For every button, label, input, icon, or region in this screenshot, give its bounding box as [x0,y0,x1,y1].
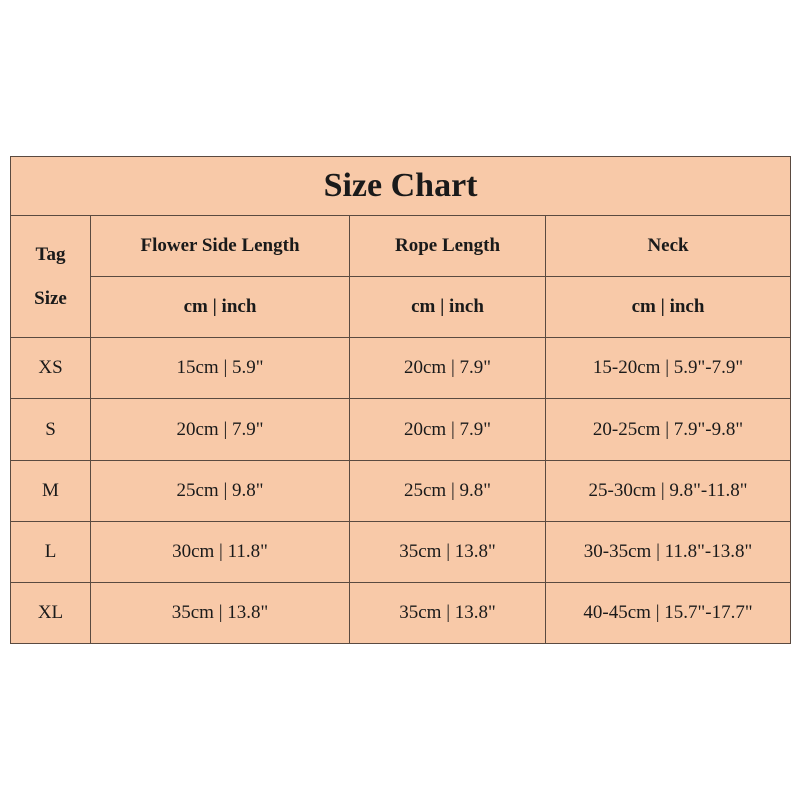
table-row [11,521,791,582]
neck-cell: 40-45cm | 15.7"-17.7" [546,582,791,643]
rope-cell: 35cm | 13.8" [350,521,546,582]
column-header-rope: Rope Length [350,216,546,277]
column-header-flower: Flower Side Length [91,216,350,277]
unit-rope: cm | inch [350,277,546,338]
tag-header-line1: Tag [35,243,66,265]
unit-neck: cm | inch [546,277,791,338]
column-header-neck: Neck [546,216,791,277]
flower-cell: 25cm | 9.8" [91,460,350,521]
size-cell: XS [11,338,91,399]
rope-cell: 20cm | 7.9" [350,338,546,399]
neck-cell: 20-25cm | 7.9"-9.8" [546,399,791,460]
neck-cell: 25-30cm | 9.8"-11.8" [546,460,791,521]
tag-size-header [11,216,91,338]
neck-cell: 30-35cm | 11.8"-13.8" [546,521,791,582]
table-row [11,399,791,460]
flower-cell: 20cm | 7.9" [91,399,350,460]
size-cell: L [11,521,91,582]
unit-row [11,277,791,338]
rope-cell: 20cm | 7.9" [350,399,546,460]
size-cell: M [11,460,91,521]
table-row [11,338,791,399]
tag-header-line2: Size [34,287,67,309]
unit-flower: cm | inch [91,277,350,338]
flower-cell: 15cm | 5.9" [91,338,350,399]
size-cell: S [11,399,91,460]
header-row [11,216,791,277]
flower-cell: 35cm | 13.8" [91,582,350,643]
size-chart-table [10,156,791,644]
rope-cell: 35cm | 13.8" [350,582,546,643]
flower-cell: 30cm | 11.8" [91,521,350,582]
neck-cell: 15-20cm | 5.9"-7.9" [546,338,791,399]
chart-title: Size Chart [11,157,791,216]
title-row [11,157,791,216]
rope-cell: 25cm | 9.8" [350,460,546,521]
table-row [11,582,791,643]
table-row [11,460,791,521]
size-cell: XL [11,582,91,643]
